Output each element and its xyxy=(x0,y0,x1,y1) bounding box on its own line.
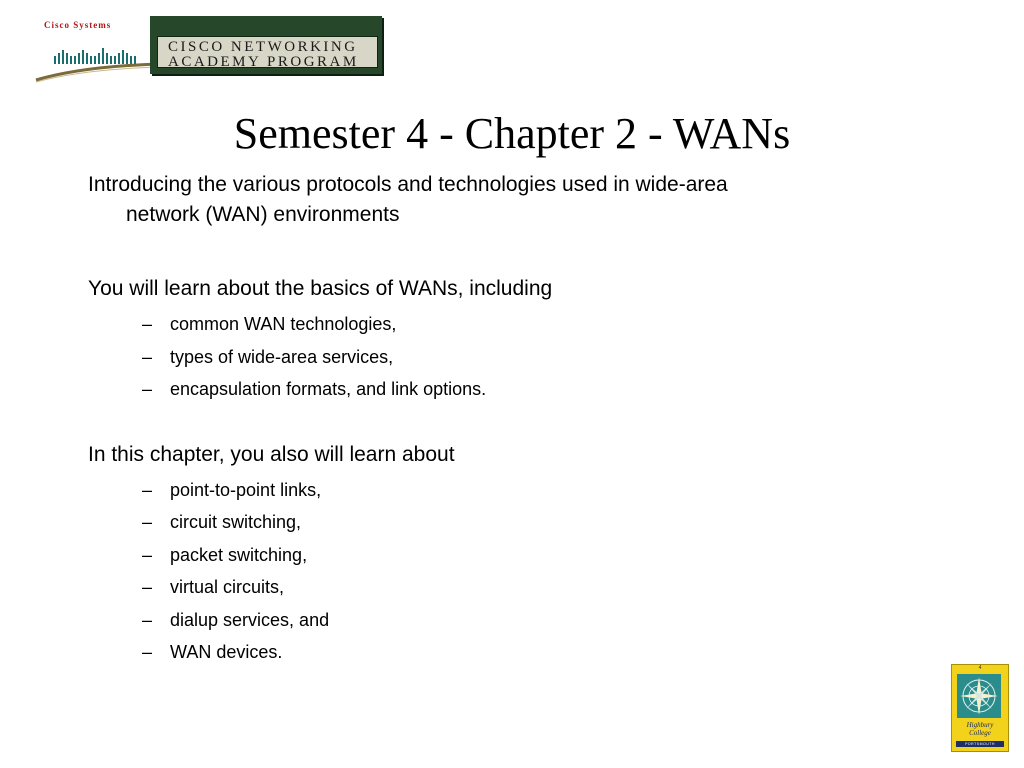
section2-list xyxy=(88,474,918,669)
section1-list xyxy=(88,308,918,406)
list-item: – circuit switching, xyxy=(88,506,918,539)
dash-bullet: – xyxy=(142,346,153,367)
cisco-systems-logo-text: Cisco Systems xyxy=(44,20,112,30)
list-item: – dialup services, and xyxy=(88,604,918,637)
dash-bullet: – xyxy=(142,479,153,500)
header-logos xyxy=(18,14,388,80)
intro-line-2: network (WAN) environments xyxy=(126,203,400,226)
college-name: Highbury College xyxy=(966,721,994,737)
list-item: – types of wide-area services, xyxy=(88,341,918,374)
list-item: – packet switching, xyxy=(88,539,918,572)
college-badge xyxy=(951,664,1009,752)
dash-bullet: – xyxy=(142,512,153,532)
academy-logo-plate xyxy=(157,36,378,68)
academy-logo-line1: CISCO NETWORKING xyxy=(168,39,358,55)
intro-paragraph xyxy=(88,170,918,230)
list-item: – WAN devices. xyxy=(88,636,918,669)
cisco-bridge-icon xyxy=(34,42,164,84)
dash-bullet: – xyxy=(142,314,153,334)
compass-rose-icon xyxy=(957,674,1001,718)
college-location: PORTSMOUTH xyxy=(956,741,1004,747)
list-item: – common WAN technologies, xyxy=(88,308,918,341)
dash-bullet: – xyxy=(142,544,153,565)
section1-heading: You will learn about the basics of WANs, including xyxy=(88,277,553,300)
section2-heading: In this chapter, you also will learn about xyxy=(88,442,455,466)
list-item: – encapsulation formats, and link options. xyxy=(88,373,918,406)
intro-line-1: Introducing the various protocols and technologies used in wide-area xyxy=(88,173,728,196)
list-item: – virtual circuits, xyxy=(88,571,918,604)
dash-bullet: – xyxy=(142,379,153,399)
dash-bullet: – xyxy=(142,609,153,630)
slide-title: Semester 4 - Chapter 2 - WANs xyxy=(233,109,791,158)
cisco-systems-logo xyxy=(44,20,144,66)
dash-bullet: – xyxy=(142,642,153,662)
slide-body xyxy=(88,170,918,669)
slide-number: 4 xyxy=(978,665,982,671)
dash-bullet: – xyxy=(142,577,153,597)
academy-logo-line2: ACADEMY PROGRAM xyxy=(168,54,359,70)
networking-academy-logo xyxy=(150,16,382,74)
list-item: – point-to-point links, xyxy=(88,474,918,507)
